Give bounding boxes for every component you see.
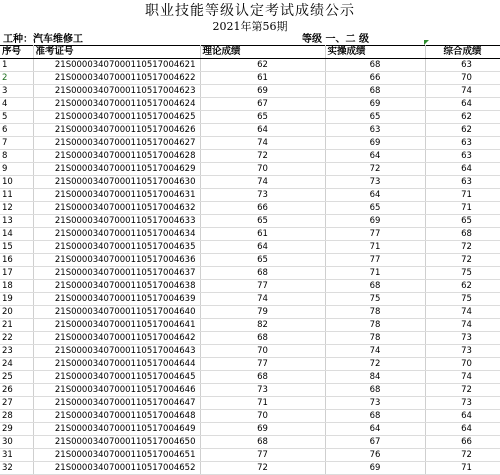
row-no-cell[interactable]: 23 — [0, 345, 33, 358]
level-label: 等级 一、二 级 — [302, 34, 369, 45]
row-total-cell[interactable]: 75 — [425, 293, 500, 306]
header-id[interactable]: 准考证号 — [33, 46, 200, 59]
row-total-cell[interactable]: 63 — [425, 137, 500, 150]
row-no-cell[interactable]: 29 — [0, 423, 33, 436]
row-practical-cell[interactable]: 77 — [325, 228, 425, 241]
page-title: 职业技能等级认定考试成绩公示 — [145, 3, 355, 19]
row-id-cell[interactable]: 21S00003407000110517004648 — [33, 410, 200, 423]
row-total-cell[interactable]: 63 — [425, 176, 500, 189]
row-id-cell[interactable]: 21S00003407000110517004626 — [33, 124, 200, 137]
row-total-cell[interactable]: 72 — [425, 241, 500, 254]
row-total-cell[interactable]: 74 — [425, 85, 500, 98]
row-theory-cell[interactable]: 61 — [200, 228, 325, 241]
row-total-cell[interactable]: 62 — [425, 280, 500, 293]
row-id-cell[interactable]: 21S00003407000110517004639 — [33, 293, 200, 306]
row-theory-cell[interactable]: 70 — [200, 163, 325, 176]
work-type-label: 工种：汽车维修工 — [3, 34, 83, 45]
row-practical-cell[interactable]: 71 — [325, 241, 425, 254]
row-theory-cell[interactable]: 73 — [200, 189, 325, 202]
row-id-cell[interactable]: 21S00003407000110517004634 — [33, 228, 200, 241]
table-row — [0, 410, 500, 423]
row-id-cell[interactable]: 21S00003407000110517004645 — [33, 371, 200, 384]
table-row — [0, 228, 500, 241]
row-id-cell[interactable]: 21S00003407000110517004635 — [33, 241, 200, 254]
row-id-cell[interactable]: 21S00003407000110517004621 — [33, 59, 200, 72]
row-theory-cell[interactable]: 77 — [200, 449, 325, 462]
row-total-cell[interactable]: 62 — [425, 111, 500, 124]
table-row — [0, 163, 500, 176]
row-total-cell[interactable]: 63 — [425, 59, 500, 72]
row-practical-cell[interactable]: 68 — [325, 384, 425, 397]
row-id-cell[interactable]: 21S00003407000110517004632 — [33, 202, 200, 215]
row-theory-cell[interactable]: 69 — [200, 423, 325, 436]
row-practical-cell[interactable]: 67 — [325, 436, 425, 449]
row-total-cell[interactable]: 70 — [425, 72, 500, 85]
row-practical-cell[interactable]: 75 — [325, 293, 425, 306]
row-no-cell[interactable]: 10 — [0, 176, 33, 189]
header-total[interactable]: 综合成绩 — [425, 46, 500, 59]
table-row — [0, 306, 500, 319]
row-id-cell[interactable]: 21S00003407000110517004641 — [33, 319, 200, 332]
table-row — [0, 371, 500, 384]
row-theory-cell[interactable]: 74 — [200, 293, 325, 306]
row-no-cell[interactable]: 15 — [0, 241, 33, 254]
row-practical-cell[interactable]: 65 — [325, 202, 425, 215]
row-practical-cell[interactable]: 65 — [325, 111, 425, 124]
row-theory-cell[interactable]: 68 — [200, 436, 325, 449]
row-theory-cell[interactable]: 64 — [200, 241, 325, 254]
row-no-cell[interactable]: 6 — [0, 124, 33, 137]
row-no-cell[interactable]: 17 — [0, 267, 33, 280]
row-no-cell[interactable]: 11 — [0, 189, 33, 202]
row-theory-cell[interactable]: 79 — [200, 306, 325, 319]
row-id-cell[interactable]: 21S00003407000110517004636 — [33, 254, 200, 267]
row-no-cell[interactable]: 25 — [0, 371, 33, 384]
row-total-cell[interactable]: 72 — [425, 449, 500, 462]
row-theory-cell[interactable]: 71 — [200, 397, 325, 410]
row-no-cell[interactable]: 18 — [0, 280, 33, 293]
table-row — [0, 98, 500, 111]
row-total-cell[interactable]: 75 — [425, 267, 500, 280]
table-row — [0, 397, 500, 410]
row-practical-cell[interactable]: 84 — [325, 371, 425, 384]
row-id-cell[interactable]: 21S00003407000110517004643 — [33, 345, 200, 358]
row-theory-cell[interactable]: 62 — [200, 59, 325, 72]
row-total-cell[interactable]: 64 — [425, 410, 500, 423]
row-theory-cell[interactable]: 68 — [200, 332, 325, 345]
row-total-cell[interactable]: 64 — [425, 423, 500, 436]
row-practical-cell[interactable]: 77 — [325, 254, 425, 267]
row-total-cell[interactable]: 68 — [425, 228, 500, 241]
row-id-cell[interactable]: 21S00003407000110517004627 — [33, 137, 200, 150]
row-total-cell[interactable]: 73 — [425, 397, 500, 410]
row-theory-cell[interactable]: 77 — [200, 280, 325, 293]
row-practical-cell[interactable]: 64 — [325, 423, 425, 436]
table-row — [0, 202, 500, 215]
row-practical-cell[interactable]: 74 — [325, 345, 425, 358]
table-row — [0, 137, 500, 150]
row-no-cell[interactable]: 32 — [0, 462, 33, 475]
row-no-cell[interactable]: 12 — [0, 202, 33, 215]
row-theory-cell[interactable]: 72 — [200, 462, 325, 475]
table-row — [0, 85, 500, 98]
page-subtitle: 2021年第56期 — [212, 20, 288, 33]
row-practical-cell[interactable]: 73 — [325, 176, 425, 189]
row-total-cell[interactable]: 63 — [425, 150, 500, 163]
row-no-cell[interactable]: 13 — [0, 215, 33, 228]
row-practical-cell[interactable]: 73 — [325, 397, 425, 410]
row-theory-cell[interactable]: 65 — [200, 254, 325, 267]
row-total-cell[interactable]: 72 — [425, 384, 500, 397]
row-id-cell[interactable]: 21S00003407000110517004630 — [33, 176, 200, 189]
row-total-cell[interactable]: 72 — [425, 254, 500, 267]
row-theory-cell[interactable]: 65 — [200, 215, 325, 228]
row-no-cell[interactable]: 21 — [0, 319, 33, 332]
table-row — [0, 345, 500, 358]
table-row — [0, 150, 500, 163]
row-total-cell[interactable]: 62 — [425, 124, 500, 137]
row-total-cell[interactable]: 73 — [425, 345, 500, 358]
row-no-cell[interactable]: 1 — [0, 59, 33, 72]
table-row — [0, 449, 500, 462]
row-total-cell[interactable]: 64 — [425, 98, 500, 111]
row-practical-cell[interactable]: 76 — [325, 449, 425, 462]
row-no-cell[interactable]: 24 — [0, 358, 33, 371]
row-practical-cell[interactable]: 66 — [325, 72, 425, 85]
row-practical-cell[interactable]: 72 — [325, 163, 425, 176]
row-id-cell[interactable]: 21S00003407000110517004624 — [33, 98, 200, 111]
row-id-cell[interactable]: 21S00003407000110517004649 — [33, 423, 200, 436]
table-row — [0, 332, 500, 345]
row-id-cell[interactable]: 21S00003407000110517004629 — [33, 163, 200, 176]
row-theory-cell[interactable]: 82 — [200, 319, 325, 332]
row-total-cell[interactable]: 71 — [425, 202, 500, 215]
score-table — [0, 45, 500, 475]
table-row — [0, 358, 500, 371]
row-total-cell[interactable]: 74 — [425, 371, 500, 384]
row-no-cell[interactable]: 14 — [0, 228, 33, 241]
row-practical-cell[interactable]: 69 — [325, 215, 425, 228]
row-practical-cell[interactable]: 71 — [325, 267, 425, 280]
table-row — [0, 267, 500, 280]
row-no-cell[interactable]: 27 — [0, 397, 33, 410]
row-practical-cell[interactable]: 68 — [325, 280, 425, 293]
row-no-cell[interactable]: 16 — [0, 254, 33, 267]
row-theory-cell[interactable]: 68 — [200, 371, 325, 384]
row-theory-cell[interactable]: 70 — [200, 345, 325, 358]
row-practical-cell[interactable]: 69 — [325, 98, 425, 111]
row-id-cell[interactable]: 21S00003407000110517004628 — [33, 150, 200, 163]
row-id-cell[interactable]: 21S00003407000110517004640 — [33, 306, 200, 319]
table-row — [0, 111, 500, 124]
row-total-cell[interactable]: 64 — [425, 163, 500, 176]
row-practical-cell[interactable]: 72 — [325, 358, 425, 371]
row-total-cell[interactable]: 70 — [425, 358, 500, 371]
row-theory-cell[interactable]: 69 — [200, 85, 325, 98]
row-practical-cell[interactable]: 68 — [325, 410, 425, 423]
row-total-cell[interactable]: 71 — [425, 189, 500, 202]
row-total-cell[interactable]: 71 — [425, 462, 500, 475]
table-row — [0, 176, 500, 189]
row-theory-cell[interactable]: 72 — [200, 150, 325, 163]
row-no-cell[interactable]: 31 — [0, 449, 33, 462]
header-theory[interactable]: 理论成绩 — [200, 46, 325, 59]
row-id-cell[interactable]: 21S00003407000110517004623 — [33, 85, 200, 98]
row-id-cell[interactable]: 21S00003407000110517004633 — [33, 215, 200, 228]
row-no-cell[interactable]: 2 — [0, 72, 33, 85]
row-total-cell[interactable]: 74 — [425, 306, 500, 319]
table-row — [0, 72, 500, 85]
table-row — [0, 254, 500, 267]
row-no-cell[interactable]: 4 — [0, 98, 33, 111]
row-theory-cell[interactable]: 66 — [200, 202, 325, 215]
row-id-cell[interactable]: 21S00003407000110517004651 — [33, 449, 200, 462]
table-row — [0, 280, 500, 293]
row-theory-cell[interactable]: 61 — [200, 72, 325, 85]
table-row — [0, 319, 500, 332]
row-id-cell[interactable]: 21S00003407000110517004631 — [33, 189, 200, 202]
row-no-cell[interactable]: 9 — [0, 163, 33, 176]
row-no-cell[interactable]: 3 — [0, 85, 33, 98]
row-practical-cell[interactable]: 69 — [325, 137, 425, 150]
row-total-cell[interactable]: 74 — [425, 319, 500, 332]
row-practical-cell[interactable]: 63 — [325, 124, 425, 137]
row-no-cell[interactable]: 28 — [0, 410, 33, 423]
header-no[interactable]: 序号 — [0, 46, 33, 59]
row-total-cell[interactable]: 65 — [425, 215, 500, 228]
row-theory-cell[interactable]: 65 — [200, 111, 325, 124]
row-practical-cell[interactable]: 69 — [325, 462, 425, 475]
table-row — [0, 59, 500, 72]
row-id-cell[interactable]: 21S00003407000110517004644 — [33, 358, 200, 371]
row-practical-cell[interactable]: 78 — [325, 306, 425, 319]
row-theory-cell[interactable]: 74 — [200, 137, 325, 150]
row-no-cell[interactable]: 26 — [0, 384, 33, 397]
header-practical[interactable]: 实操成绩 — [325, 46, 425, 59]
table-row — [0, 293, 500, 306]
row-theory-cell[interactable]: 74 — [200, 176, 325, 189]
row-id-cell[interactable]: 21S00003407000110517004625 — [33, 111, 200, 124]
row-theory-cell[interactable]: 70 — [200, 410, 325, 423]
row-id-cell[interactable]: 21S00003407000110517004638 — [33, 280, 200, 293]
row-total-cell[interactable]: 73 — [425, 332, 500, 345]
row-total-cell[interactable]: 66 — [425, 436, 500, 449]
row-theory-cell[interactable]: 73 — [200, 384, 325, 397]
row-practical-cell[interactable]: 68 — [325, 59, 425, 72]
row-practical-cell[interactable]: 64 — [325, 189, 425, 202]
row-no-cell[interactable]: 8 — [0, 150, 33, 163]
row-practical-cell[interactable]: 78 — [325, 332, 425, 345]
table-row — [0, 462, 500, 475]
row-no-cell[interactable]: 5 — [0, 111, 33, 124]
row-no-cell[interactable]: 19 — [0, 293, 33, 306]
table-row — [0, 436, 500, 449]
table-row — [0, 241, 500, 254]
row-theory-cell[interactable]: 68 — [200, 267, 325, 280]
table-row — [0, 124, 500, 137]
row-theory-cell[interactable]: 77 — [200, 358, 325, 371]
row-id-cell[interactable]: 21S00003407000110517004622 — [33, 72, 200, 85]
row-theory-cell[interactable]: 64 — [200, 124, 325, 137]
row-practical-cell[interactable]: 64 — [325, 150, 425, 163]
row-no-cell[interactable]: 7 — [0, 137, 33, 150]
row-theory-cell[interactable]: 67 — [200, 98, 325, 111]
row-no-cell[interactable]: 22 — [0, 332, 33, 345]
row-id-cell[interactable]: 21S00003407000110517004650 — [33, 436, 200, 449]
row-id-cell[interactable]: 21S00003407000110517004652 — [33, 462, 200, 475]
table-row — [0, 189, 500, 202]
row-no-cell[interactable]: 30 — [0, 436, 33, 449]
table-row — [0, 384, 500, 397]
row-practical-cell[interactable]: 68 — [325, 85, 425, 98]
row-id-cell[interactable]: 21S00003407000110517004637 — [33, 267, 200, 280]
row-id-cell[interactable]: 21S00003407000110517004647 — [33, 397, 200, 410]
table-row — [0, 423, 500, 436]
table-row — [0, 215, 500, 228]
row-practical-cell[interactable]: 78 — [325, 319, 425, 332]
row-id-cell[interactable]: 21S00003407000110517004642 — [33, 332, 200, 345]
table-header-row — [0, 46, 500, 59]
row-no-cell[interactable]: 20 — [0, 306, 33, 319]
row-id-cell[interactable]: 21S00003407000110517004646 — [33, 384, 200, 397]
